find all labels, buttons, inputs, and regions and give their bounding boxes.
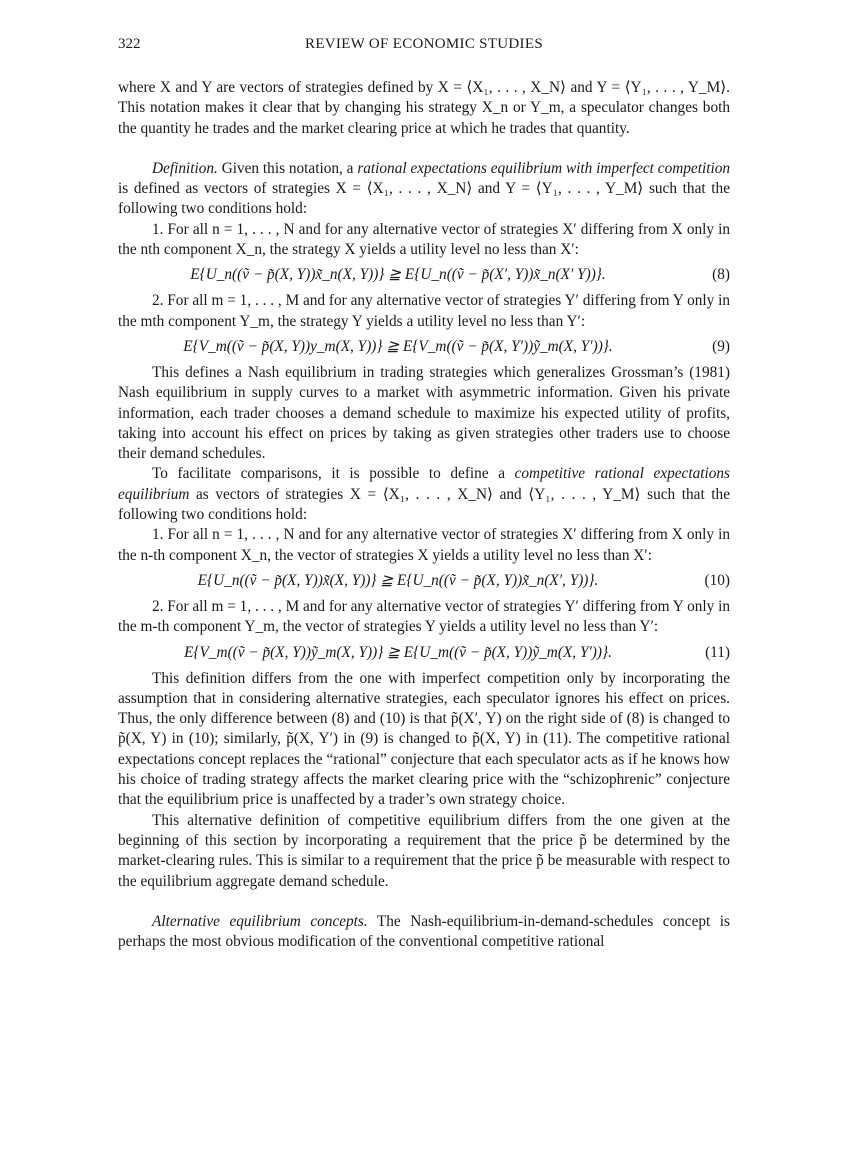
paragraph-alternative-concepts bbox=[118, 912, 730, 953]
facilitate-text-b: as vectors of strategies X = ⟨X₁, . . . , X_N⟩ and ⟨Y₁, . . . , Y_M⟩ such that the following two conditions hold: bbox=[118, 485, 730, 524]
condition-1: 1. For all n = 1, . . . , N and for any alternative vector of strategies X′ differing from X only in the nth component X_n, the strategy X yields a utility level no less than X′: bbox=[118, 220, 730, 259]
equation-body: E{V_m((ṽ − p̃(X, Y))ỹ_m(X, Y))} ≧ E{U_m((ṽ − p̃(X, Y))ỹ_m(X, Y′))}. bbox=[184, 643, 612, 661]
paragraph-differs: This definition differs from the one with imperfect competition only by incorporating the assumption that in considering alternative strategies, each speculator ignores his effect on prices. Thus, the only difference between (8) and (10) is that p̃(X′, Y) on the right side of (8) is changed to p̃(X, Y) in (10); similarly, p̃(X, Y′) in (9) is changed to p̃(X, Y) in (11). The competitive rational expectations concept replaces the “rational” conjecture that each speculator acts as if he knows how his choice of trading strategy affects the market clearing price with the “schizophrenic” conjecture that the equilibrium price is unaffected by a trader’s own strategy choice. bbox=[118, 669, 730, 809]
facilitate-text-a: To facilitate comparisons, it is possible to define a bbox=[152, 465, 515, 483]
paragraph-strategies: where X and Y are vectors of strategies defined by X = ⟨X₁, . . . , X_N⟩ and Y = ⟨Y₁, . . . , Y_M⟩. This notation makes it clear that by changing his strategy X_n or Y_m, a speculator changes both the quantity he trades and the market clearing price at which he trades that quantity. bbox=[118, 79, 730, 137]
equation-8 bbox=[118, 265, 730, 286]
condition-4: 2. For all m = 1, . . . , M and for any alternative vector of strategies Y′ differing from Y only in the m-th component Y_m, the vector of strategies Y yields a utility level no less than Y′: bbox=[118, 597, 730, 636]
condition-3: 1. For all n = 1, . . . , N and for any alternative vector of strategies X′ differing from X only in the n-th component X_n, the vector of strategies X yields a utility level no less than X′: bbox=[118, 526, 730, 564]
page-header bbox=[118, 36, 730, 58]
page-number: 322 bbox=[118, 36, 141, 52]
alternative-heading: Alternative equilibrium concepts. bbox=[152, 912, 368, 930]
equation-number: (10) bbox=[704, 571, 730, 589]
definition-text-a: Given this notation, a bbox=[217, 159, 358, 177]
paragraph-nash: This defines a Nash equilibrium in trading strategies which generalizes Grossman’s (1981) Nash equilibrium in supply curves to a market with asymmetric information. Given his private information, each trader chooses a demand schedule to maximize his expected utility of profits, taking into account his effect on prices by taking as given strategies other traders use to choose their demand schedules. bbox=[118, 363, 730, 463]
running-title: REVIEW OF ECONOMIC STUDIES bbox=[305, 36, 543, 52]
paragraph-alternative-definition: This alternative definition of competitive equilibrium differs from the one given at the beginning of this section by incorporating a requirement that the price p̃ be determined by the market-clearing rules. This is similar to a requirement that the price p̃ be measurable with respect to the equilibrium aggregate demand schedule. bbox=[118, 811, 730, 890]
equation-body: E{U_n((ṽ − p̃(X, Y))x̃_n(X, Y))} ≧ E{U_n((ṽ − p̃(X′, Y))x̃_n(X′ Y))}. bbox=[190, 266, 606, 284]
body-text bbox=[118, 78, 730, 952]
equation-11 bbox=[118, 643, 730, 664]
journal-page bbox=[118, 36, 730, 952]
equation-10 bbox=[118, 571, 730, 592]
definition-text-b: is defined as vectors of strategies X = ⟨X₁, . . . , X_N⟩ and Y = ⟨Y₁, . . . , Y_M⟩ such that the following two conditions hold: bbox=[118, 180, 730, 218]
equation-number: (9) bbox=[712, 337, 730, 355]
equation-body: E{U_n((ṽ − p̃(X, Y))x̃(X, Y))} ≧ E{U_n((ṽ − p̃(X, Y))x̃_n(X′, Y))}. bbox=[197, 571, 599, 589]
alternative-text: The Nash-equilibrium-in-demand-schedules concept is perhaps the most obvious modification of the conventional competitive rational bbox=[118, 912, 730, 951]
definition-term: rational expectations equilibrium with imperfect competition bbox=[357, 159, 730, 177]
condition-2: 2. For all m = 1, . . . , M and for any alternative vector of strategies Y′ differing from Y only in the mth component Y_m, the strategy Y yields a utility level no less than Y′: bbox=[118, 292, 730, 330]
equation-body: E{V_m((ṽ − p̃(X, Y))y_m(X, Y))} ≧ E{V_m((ṽ − p̃(X, Y′))ỹ_m(X, Y′))}. bbox=[183, 337, 613, 355]
equation-number: (8) bbox=[712, 266, 730, 284]
equation-9 bbox=[118, 337, 730, 358]
paragraph-facilitate bbox=[118, 464, 730, 525]
definition-paragraph bbox=[118, 159, 730, 220]
equation-number: (11) bbox=[705, 643, 730, 661]
definition-heading: Definition. bbox=[152, 159, 218, 177]
facilitate-term: competitive rational expectations equilibrium bbox=[118, 465, 730, 503]
